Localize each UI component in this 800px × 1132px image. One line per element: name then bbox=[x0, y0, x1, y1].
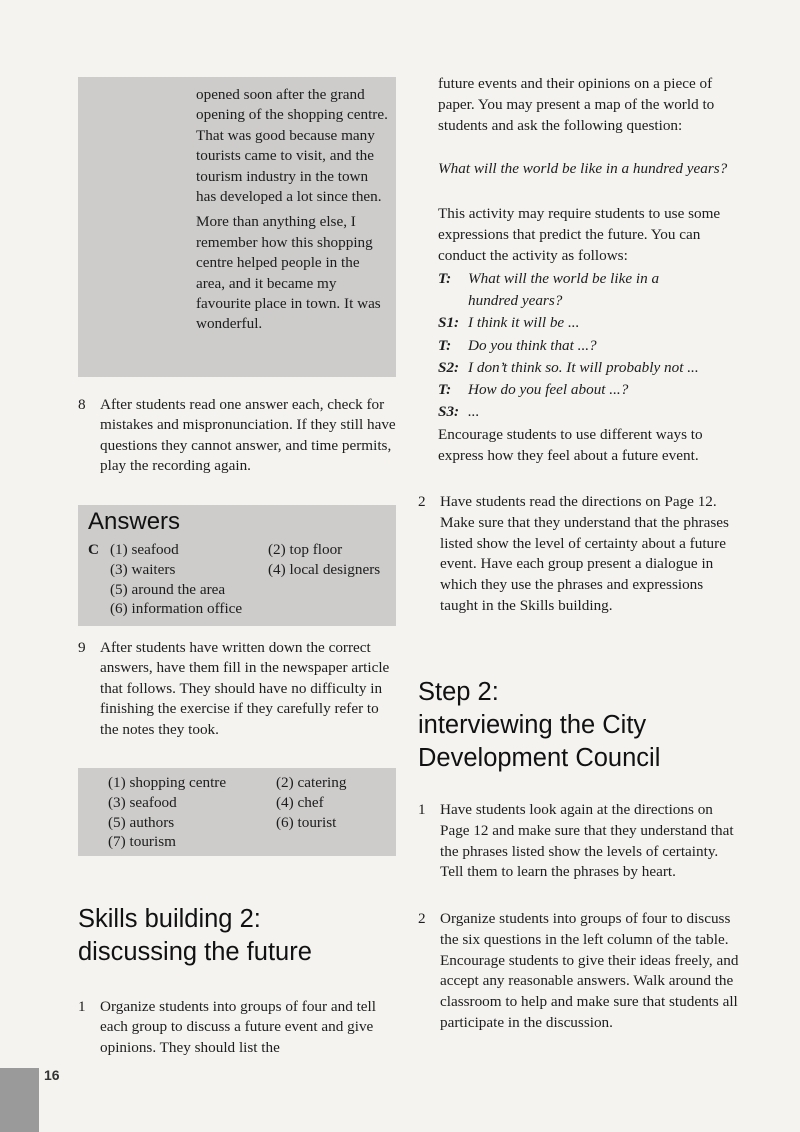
step-item-9 bbox=[78, 638, 398, 740]
continued-text: future events and their opinions on a piece of paper. You may present a map of the world to students and ask the following question: bbox=[438, 75, 715, 134]
dialogue-line bbox=[438, 290, 743, 312]
heading-line: Development Council bbox=[418, 744, 661, 772]
dialogue-text: I think it will be ... bbox=[468, 314, 580, 332]
dialogue-line bbox=[438, 401, 743, 423]
page-number: 16 bbox=[44, 1067, 60, 1083]
step-item-8 bbox=[78, 395, 398, 477]
item-text: Have students read the directions on Page 12. Make sure that they understand that the phrases listed show the level of certainty about a future event. Have each group present a dialogue in which they use the phrases and expressions taught in the Skills building. bbox=[440, 493, 729, 614]
step2-item-2 bbox=[418, 909, 743, 1034]
skills-item-1 bbox=[78, 997, 398, 1058]
item-text: Organize students into groups of four and tell each group to discuss a future event and give opinions. They should list the bbox=[100, 998, 376, 1056]
speaker-label: S1: bbox=[438, 314, 460, 332]
item-number: 2 bbox=[418, 493, 426, 510]
dialogue-line bbox=[438, 357, 743, 379]
answer-row bbox=[88, 560, 398, 580]
speaker-label: T: bbox=[438, 270, 452, 287]
answer-row bbox=[88, 599, 398, 619]
answers-title: Answers bbox=[88, 508, 181, 535]
item-number: 9 bbox=[78, 639, 86, 656]
answer-cell: (5) around the area bbox=[110, 580, 226, 598]
skills-item-2 bbox=[418, 492, 743, 617]
answer-row bbox=[108, 773, 346, 793]
dialogue-text: I don’t think so. It will probably not ... bbox=[468, 358, 699, 376]
item-text: Organize students into groups of four to discuss the six questions in the left column of the table. Encourage students to give their ideas freely, and accept any reasonable answers. Walk around the classroom to help and make sure that students all participate in the discussion. bbox=[440, 910, 739, 1031]
item-text: Have students look again at the directions on Page 12 and make sure that they understand that the phrases listed show the levels of certainty. Tell them to learn the phrases by heart. bbox=[440, 801, 734, 881]
fill-in-answers-list bbox=[108, 773, 346, 852]
item-text: After students have written down the correct answers, have them fill in the newspaper article that follows. They should have no difficulty in finishing the exercise if they carefully refer to the notes they took. bbox=[100, 639, 390, 738]
skills-building-heading bbox=[78, 903, 312, 969]
answer-cell: (5) authors bbox=[108, 813, 175, 831]
dialogue-text: ... bbox=[468, 403, 480, 421]
dialogue-line bbox=[438, 335, 743, 357]
discussion-question: What will the world be like in a hundred years? bbox=[438, 160, 728, 177]
answer-cell: (3) waiters bbox=[110, 560, 176, 578]
quote-text bbox=[196, 85, 391, 335]
answer-cell: (4) local designers bbox=[268, 560, 381, 578]
quote-paragraph-1: opened soon after the grand opening of the shopping centre. That was good because many tourists came to visit, and the tourism industry in the town has developed a lot since then. bbox=[196, 86, 388, 206]
fill-in-answers-box bbox=[78, 768, 396, 856]
heading-line: Skills building 2: bbox=[78, 905, 261, 933]
speaker-label: S3: bbox=[438, 403, 460, 421]
quote-paragraph-2: More than anything else, I remember how this shopping centre helped people in the area, and it became my favourite place in town. It was wonderful. bbox=[196, 213, 381, 333]
item-text: After students read one answer each, check for mistakes and mispronunciation. If they still have questions they cannot answer, and time permits, play the recording again. bbox=[100, 396, 396, 475]
answer-cell: (6) information office bbox=[110, 600, 243, 618]
quote-box bbox=[78, 77, 396, 377]
dialogue-text: What will the world be like in a bbox=[468, 270, 660, 287]
dialogue-line bbox=[438, 379, 743, 401]
page-edge-tab bbox=[0, 1068, 39, 1132]
answers-box bbox=[78, 505, 396, 626]
dialogue-text: Do you think that ...? bbox=[468, 336, 597, 354]
dialogue-line bbox=[438, 312, 743, 334]
answer-row bbox=[108, 832, 346, 852]
answer-section-label: C bbox=[88, 541, 99, 558]
dialogue-line bbox=[438, 268, 743, 290]
answer-cell: (3) seafood bbox=[108, 793, 177, 811]
heading-line: Step 2: bbox=[418, 678, 499, 706]
speaker-label: T: bbox=[438, 336, 452, 354]
answer-row bbox=[108, 793, 346, 813]
speaker-label bbox=[438, 290, 468, 312]
answer-cell: (1) shopping centre bbox=[108, 774, 227, 791]
speaker-label: T: bbox=[438, 381, 452, 399]
answer-row bbox=[88, 580, 398, 600]
answer-cell: (4) chef bbox=[276, 793, 324, 811]
answer-cell: (2) top floor bbox=[268, 541, 343, 558]
answer-cell: (2) catering bbox=[276, 774, 347, 791]
dialogue-text: How do you feel about ...? bbox=[468, 381, 629, 399]
activity-text: This activity may require students to use some expressions that predict the future. You can conduct the activity as follows: bbox=[438, 205, 721, 264]
step-2-heading bbox=[418, 676, 660, 775]
item-number: 1 bbox=[418, 801, 426, 818]
speaker-label: S2: bbox=[438, 358, 460, 376]
dialogue-text: hundred years? bbox=[468, 292, 563, 310]
step2-item-1 bbox=[418, 800, 743, 883]
answer-cell: (1) seafood bbox=[110, 541, 179, 558]
item-number: 8 bbox=[78, 396, 86, 413]
item-number: 2 bbox=[418, 910, 426, 927]
answer-cell: (7) tourism bbox=[108, 833, 176, 851]
answer-row bbox=[108, 813, 346, 833]
encourage-text: Encourage students to use different ways to express how they feel about a future event. bbox=[438, 426, 703, 464]
sample-dialogue bbox=[438, 268, 743, 423]
answer-cell: (6) tourist bbox=[276, 813, 337, 831]
answers-list bbox=[88, 540, 398, 619]
item-number: 1 bbox=[78, 998, 86, 1015]
answer-row bbox=[88, 540, 398, 560]
heading-line: interviewing the City bbox=[418, 711, 647, 739]
heading-line: discussing the future bbox=[78, 938, 312, 966]
